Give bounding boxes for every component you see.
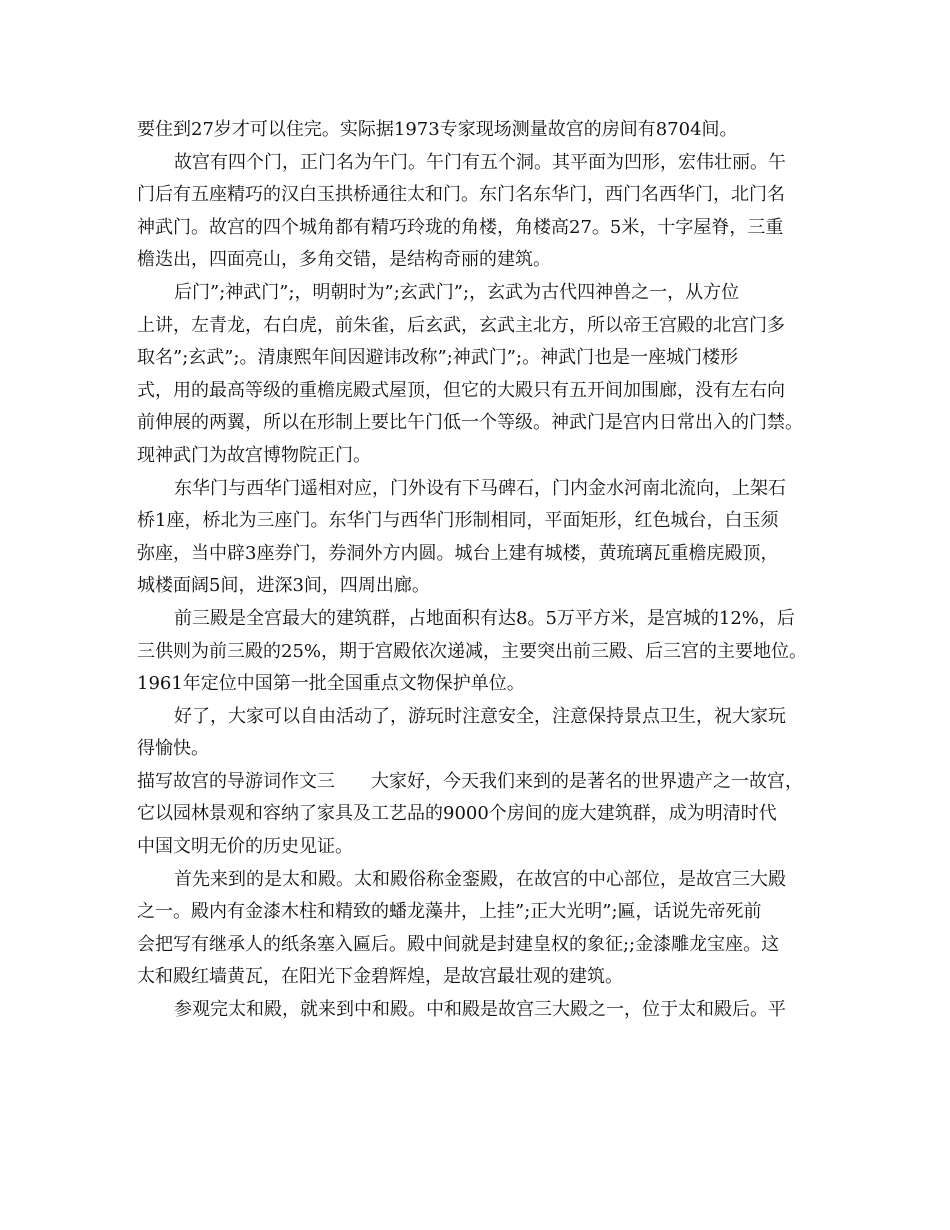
text-line: 好了，大家可以自由活动了，游玩时注意安全，注意保持景点卫生，祝大家玩 — [174, 705, 786, 727]
text-line: 式，用的最高等级的重檐庑殿式屋顶，但它的大殿只有五开间加围廊，没有左右向 — [137, 379, 785, 401]
text-line: 它以园林景观和容纳了家具及工艺品的9000个房间的庞大建筑群，成为明清时代 — [137, 803, 777, 825]
text-line: 会把写有继承人的纸条塞入匾后。殿中间就是封建皇权的象征;;金漆雕龙宝座。这 — [137, 933, 780, 955]
text-line: 太和殿红墙黄瓦，在阳光下金碧辉煌，是故宫最壮观的建筑。 — [137, 966, 623, 988]
text-line: 桥1座，桥北为三座门。东华门与西华门形制相同，平面矩形，红色城台，白玉须 — [137, 510, 779, 532]
text-line: 要住到27岁才可以住完。实际据1973专家现场测量故宫的房间有8704间。 — [137, 119, 738, 140]
text-line: 中国文明无价的历史见证。 — [137, 836, 353, 858]
text-line: 故宫有四个门，正门名为午门。午门有五个洞。其平面为凹形，宏伟壮丽。午 — [174, 151, 786, 173]
text-line: 参观完太和殿，就来到中和殿。中和殿是故宫三大殿之一，位于太和殿后。平 — [174, 999, 786, 1021]
text-line: 描写故宫的导游词作文三 大家好，今天我们来到的是著名的世界遗产之一故宫， — [137, 770, 803, 792]
text-line: 后门”;神武门”;，明朝时为”;玄武门”;，玄武为古代四神兽之一，从方位 — [174, 281, 740, 303]
text-line: 上讲，左青龙，右白虎，前朱雀，后玄武，玄武主北方，所以帝王宫殿的北宫门多 — [137, 314, 785, 336]
text-line: 取名”;玄武”;。清康熙年间因避讳改称”;神武门”;。神武门也是一座城门楼形 — [137, 347, 739, 369]
text-line: 门后有五座精巧的汉白玉拱桥通往太和门。东门名东华门，西门名西华门，北门名 — [137, 184, 785, 206]
text-line: 1961年定位中国第一批全国重点文物保护单位。 — [137, 673, 525, 695]
text-line: 前伸展的两翼，所以在形制上要比午门低一个等级。神武门是宫内日常出入的门禁。 — [137, 412, 803, 434]
text-line: 现神武门为故宫博物院正门。 — [137, 444, 371, 466]
text-line: 之一。殿内有金漆木柱和精致的蟠龙藻井，上挂”;正大光明”;匾，话说先帝死前 — [137, 901, 762, 923]
text-line: 三供则为前三殿的25%，期于宫殿依次递减，主要突出前三殿、后三宫的主要地位。 — [137, 640, 808, 662]
text-line: 前三殿是全宫最大的建筑群，占地面积有达8。5万平方米，是宫城的12%，后 — [174, 607, 795, 629]
document-page — [137, 114, 827, 1027]
text-line: 弥座，当中辟3座券门，券洞外方内圆。城台上建有城楼，黄琉璃瓦重檐庑殿顶， — [137, 542, 779, 564]
text-line: 得愉快。 — [137, 738, 209, 760]
text-line: 城楼面阔5间，进深3间，四周出廊。 — [137, 575, 430, 597]
text-line: 东华门与西华门遥相对应，门外设有下马碑石，门内金水河南北流向，上架石 — [174, 477, 786, 499]
text-line: 首先来到的是太和殿。太和殿俗称金銮殿，在故宫的中心部位，是故宫三大殿 — [174, 868, 786, 890]
text-line: 檐迭出，四面亮山，多角交错，是结构奇丽的建筑。 — [137, 249, 551, 271]
text-line: 神武门。故宫的四个城角都有精巧玲珑的角楼，角楼高27。5米，十字屋脊，三重 — [137, 216, 784, 238]
